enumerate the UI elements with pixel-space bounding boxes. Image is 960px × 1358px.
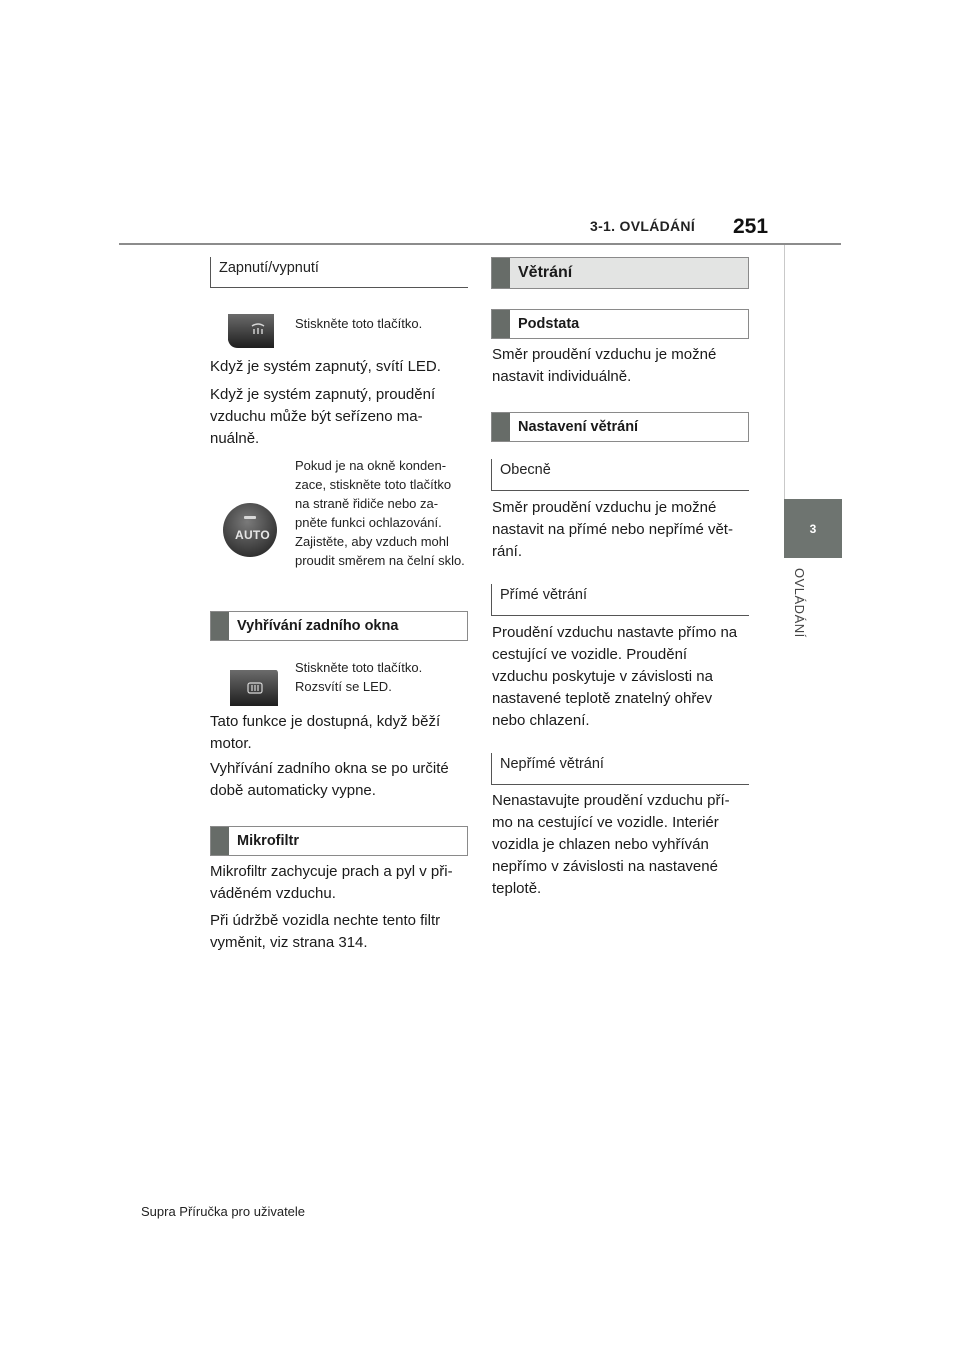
- header-rule: [119, 243, 841, 245]
- side-divider: [784, 245, 785, 499]
- rear-window-paragraph-1: Tato funkce je dostupná, když běží motor.: [210, 713, 441, 752]
- rear-window-heading: [210, 611, 468, 641]
- defrost-button-image: [224, 310, 276, 352]
- footer-text: Supra Příručka pro uživatele: [141, 1204, 306, 1219]
- rear-window-paragraph-2: Vyhřívání zadního okna se po určité době automaticky vypne.: [210, 760, 449, 799]
- heading-bar: [492, 258, 510, 288]
- basis-paragraph: Směr proudění vzduchu je možné nastavit individuálně.: [492, 346, 717, 385]
- ventilation-heading: [491, 257, 749, 289]
- power-paragraph-2: Když je systém zapnutý, proudění vzduchu může být seřízeno ma-nuálně.: [210, 386, 436, 447]
- heading-bar: [211, 612, 229, 640]
- vent-setting-heading: [491, 412, 749, 442]
- chapter-tab-label: OVLÁDÁNÍ: [792, 568, 807, 638]
- heading-bar: [211, 827, 229, 855]
- power-paragraph-1: Když je systém zapnutý, svítí LED.: [210, 358, 441, 375]
- direct-vent-heading: Přímé větrání: [491, 584, 749, 616]
- chapter-tab: [784, 499, 842, 558]
- microfilter-paragraph-1: Mikrofiltr zachycuje prach a pyl v při-váděném vzduchu.: [210, 863, 453, 902]
- basis-heading-text: Podstata: [518, 316, 580, 332]
- chapter-label: 3-1. OVLÁDÁNÍ: [590, 218, 696, 234]
- basis-heading: [491, 309, 749, 339]
- condensation-note: Pokud je na okně konden-zace, stiskněte toto tlačítko na straně řidiče nebo za-pněte funkci ochlazování. Zajistěte, aby vzduch mohl proudit směrem na čelní sklo.: [295, 458, 465, 568]
- vent-setting-heading-text: Nastavení větrání: [518, 419, 639, 435]
- direct-vent-paragraph: Proudění vzduchu nastavte přímo na cestující ve vozidle. Proudění vzduchu poskytuje v závislosti na nastavené teplotě znatelný ohřev nebo chlazení.: [492, 624, 738, 729]
- auto-button-label: AUTO: [235, 528, 270, 542]
- rear-defrost-button-image: [228, 668, 280, 708]
- ventilation-heading-text: Větrání: [518, 264, 573, 281]
- microfilter-heading: [210, 826, 468, 856]
- indirect-vent-heading: Nepřímé větrání: [491, 753, 749, 785]
- page-number: 251: [733, 215, 769, 238]
- heading-bar: [492, 310, 510, 338]
- general-heading: Obecně: [491, 459, 749, 491]
- indirect-vent-paragraph: Nenastavujte proudění vzduchu pří-mo na cestující ve vozidle. Interiér vozidla je chlazen nebo vyhříván nepřímo v závislosti na nastavené teplotě.: [492, 792, 730, 897]
- microfilter-heading-text: Mikrofiltr: [237, 833, 300, 849]
- rear-window-note: Stiskněte toto tlačítko. Rozsvítí se LED.: [295, 660, 423, 694]
- heading-bar: [492, 413, 510, 441]
- general-paragraph: Směr proudění vzduchu je možné nastavit na přímé nebo nepřímé vět-rání.: [492, 499, 733, 560]
- chapter-tab-number: 3: [809, 521, 817, 536]
- power-note: Stiskněte toto tlačítko.: [295, 316, 423, 331]
- rear-window-heading-text: Vyhřívání zadního okna: [237, 618, 399, 634]
- microfilter-paragraph-2: Při údržbě vozidla nechte tento filtr vyměnit, viz strana 314.: [210, 912, 441, 951]
- power-heading: Zapnutí/vypnutí: [210, 257, 468, 288]
